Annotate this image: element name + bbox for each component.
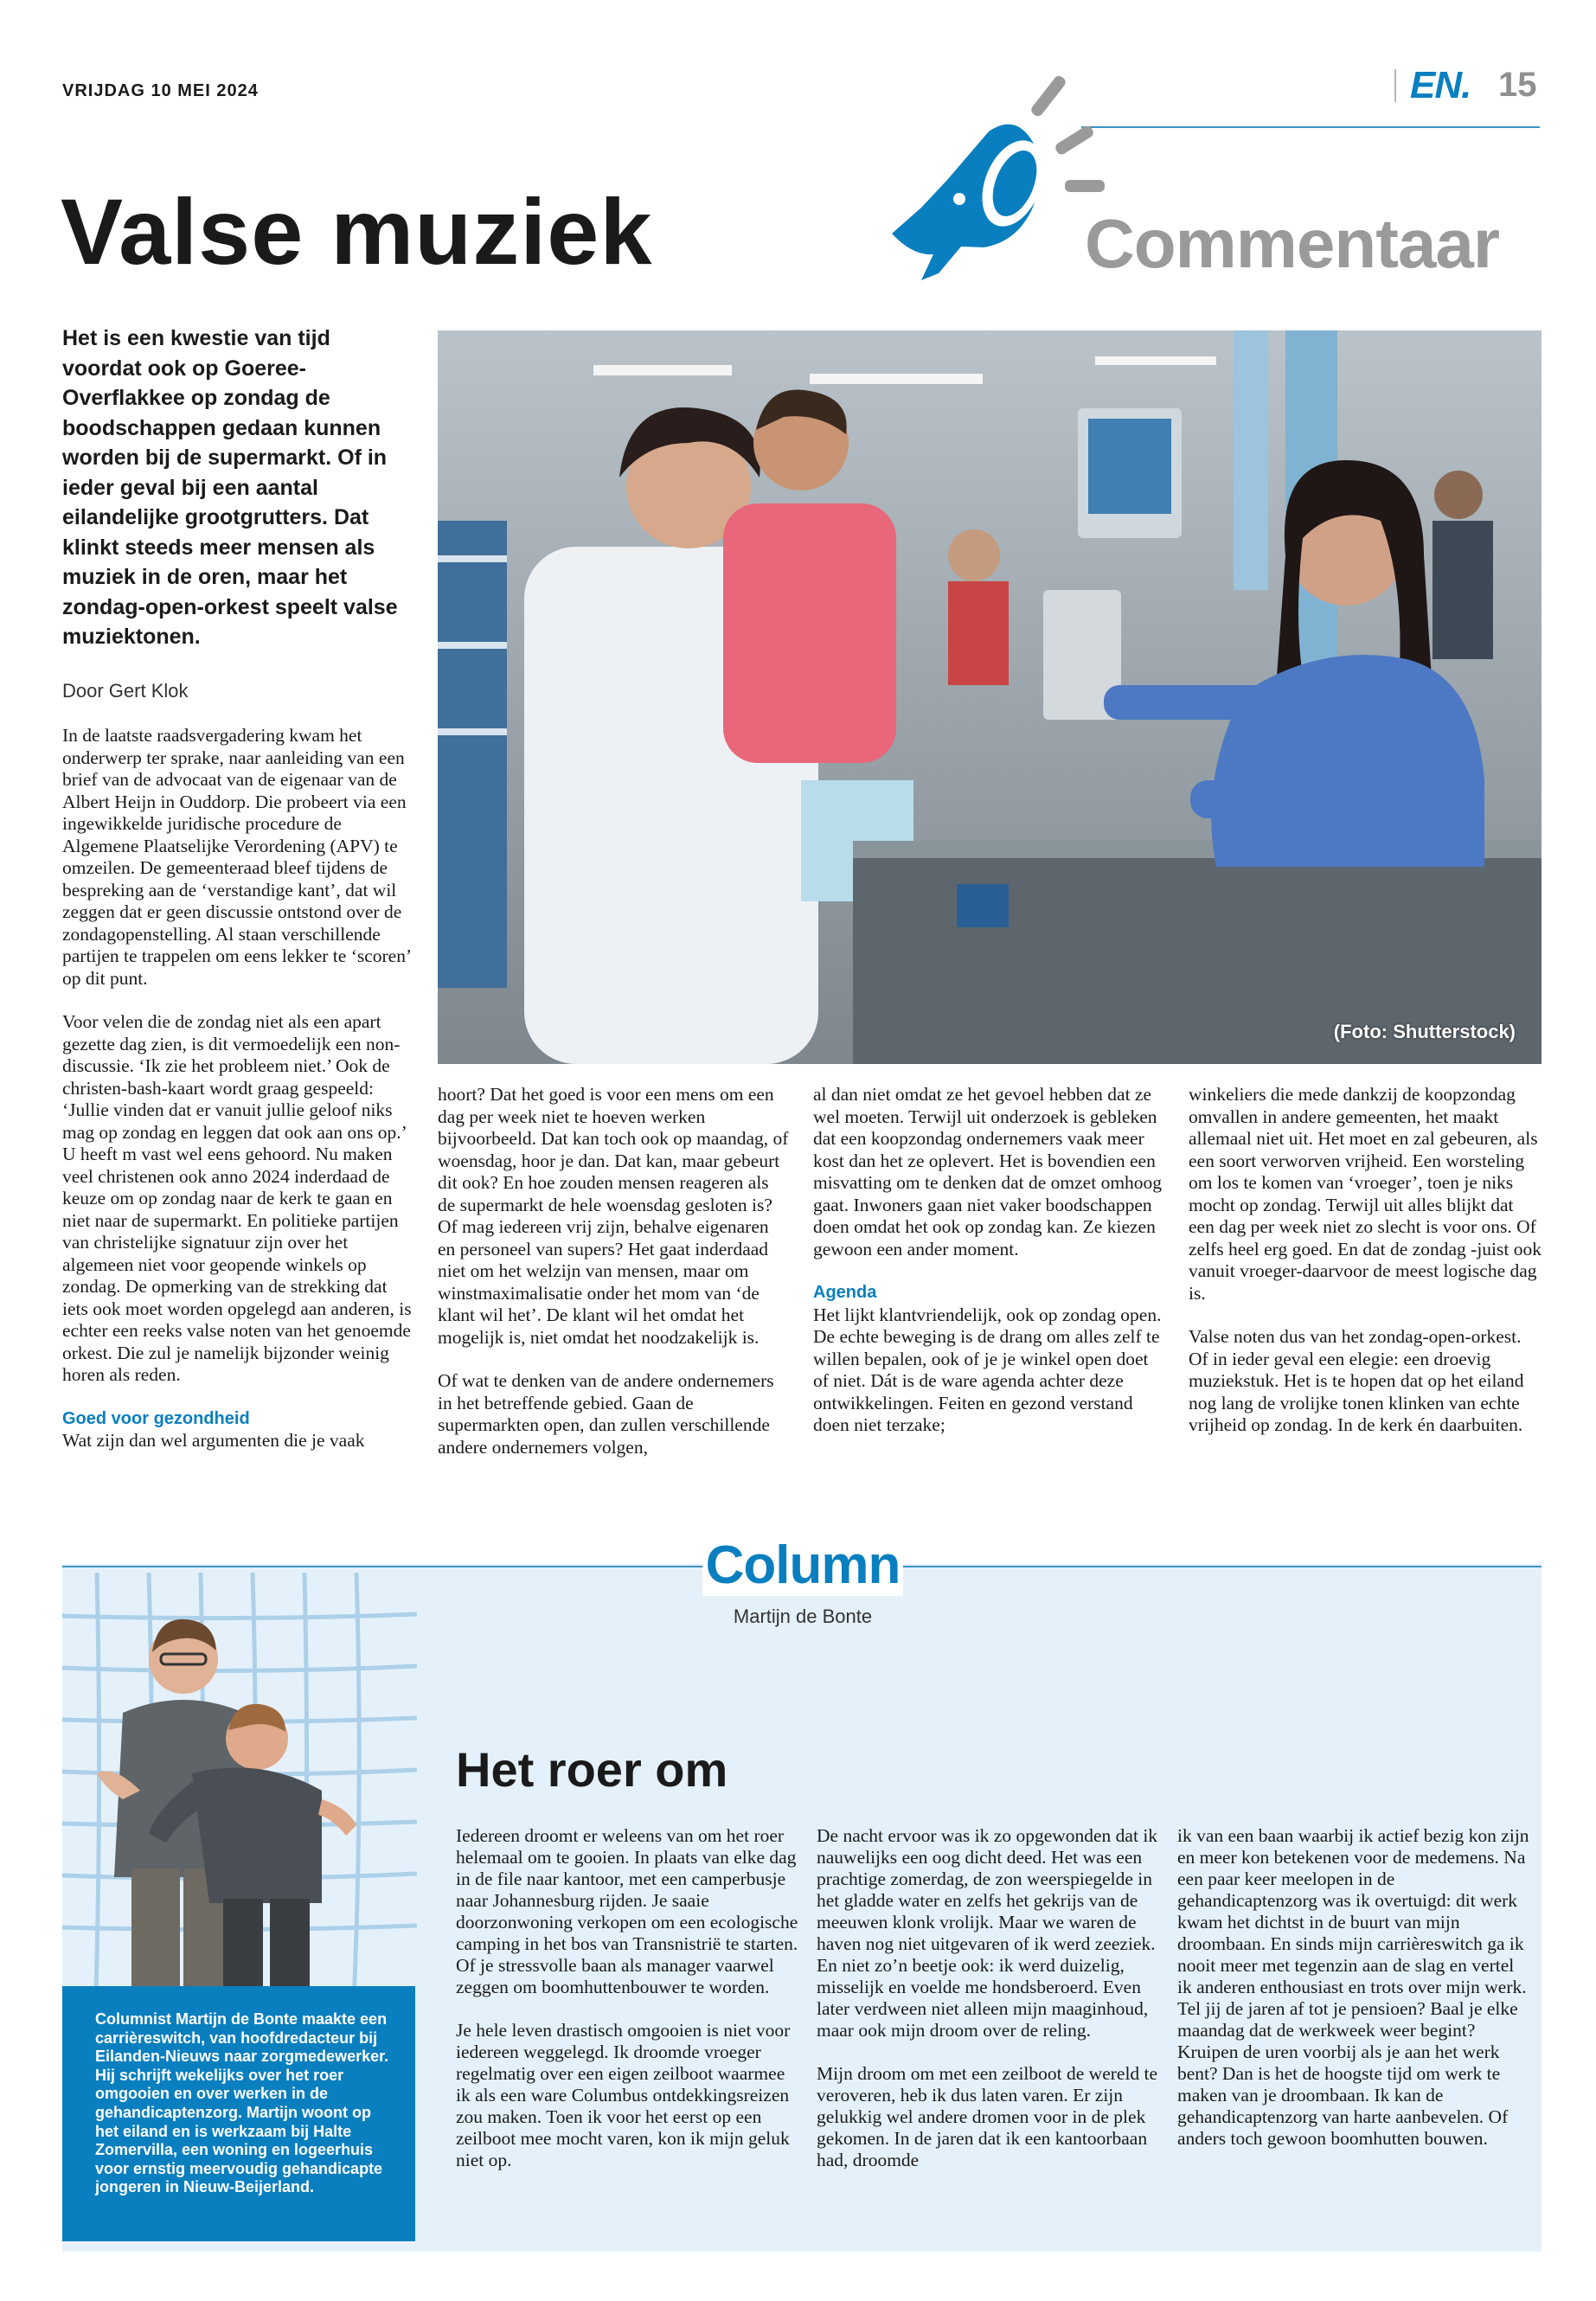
brand-divider [1394,69,1396,102]
supermarket-checkout-photo [438,330,1542,1064]
article-paragraph: Voor velen die de zondag niet als een apart gezette dag zien, is dit vermoedelijk een non-discussie. ‘Ik zie het probleem niet.’ Ook de christen-bash-kaart wordt graag gespeeld: ‘Jullie vinden dat er vanuit jullie geloof niks mag op zondag en leggen dat ook aan ons op.’ U heeft m vast wel eens gehoord. Nu maken veel christenen ook anno 2024 inderdaad de keuze om op zondag naar de kerk te gaan en niet naar de supermarkt. En politieke partijen van christelijke signatuur zijn over het algemeen niet voor geopende winkels op zondag. De opmerking van de strekking dat iets ook moet worden opgelegd aan anderen, is echter een reeks valse noten van het genoemde orkest. Die zul je namelijk bijzonder weinig horen als reden. [62,1011,412,1385]
column-paragraph: Mijn droom om met een zeilboot de wereld te veroveren, heb ik dus laten varen. Er zijn gelukkig wel andere dromen voor in de plek gekomen. In de jaren dat ik een kantoorbaan had, droomde [817,2063,1158,2170]
column-rule-left [62,1566,702,1567]
column-headline: Het roer om [456,1742,728,1797]
article-subheading: Goed voor gezondheid [62,1408,250,1428]
column-label: Column [702,1535,903,1596]
column-paragraph: ik van een baan waarbij ik actief bezig kon zijn en meer kon betekenen voor de medemens. Na een paar keer meelopen in de gehandicaptenzorg was ik overtuigd: dit werk kwam het dichtst in de buurt van mijn droombaan. En sinds mijn carrièreswitch ga ik nooit meer met tegenzin aan de slag en vertel ik anderen enthousiast en trots over mijn werk. Tel jij de jaren af tot je pensioen? Baal je elke maandag dat de werkweek weer begint? Kruipen de uren voorbij als je aan het werk bent? Dan is het de hoogste tijd om werk te maken van je droombaan. Ik kan de gehandicaptenzorg van harte aanbevelen. Of anders toch gewoon boomhutten bouwen. [1177,1825,1529,2149]
photo-credit: (Foto: Shutterstock) [1333,1021,1516,1042]
column-text-3 [1177,1825,1532,2171]
column-paragraph: Je hele leven drastisch omgooien is niet voor iedereen weggelegd. Ik droomde vroeger regelmatig over een eigen zeilboot waarmee ik als een ware Columbus ontdekkingsreizen zou maken. Toen ik voor het eerst op een zeilboot mee mocht varen, kon ik mijn geluk niet op. [456,2020,791,2170]
article-column-4 [1189,1084,1542,1458]
article-paragraph: Het lijkt klantvriendelijk, ook op zondag open. De echte beweging is de drang om alles zelf te willen bepalen, ook of je je winkel open doet of niet. Dát is de ware agenda achter deze ontwikkelingen. Feiten en gezond verstand doen niet terzake; [813,1304,1162,1435]
article-paragraph: al dan niet omdat ze het gevoel hebben dat ze wel moeten. Terwijl uit onderzoek is gebleken dat een koopzondag ondernemers vaak meer kost dan het ze oplevert. Het is bovendien een misvatting om te denken dat de omzet omhoog gaat. Inwoners gaan niet vaker boodschappen doen omdat het ook op zondag kan. Ze kiezen gewoon een ander moment. [813,1084,1163,1259]
article-paragraph: hoort? Dat het goed is voor een mens om een dag per week niet te hoeven werken bijvoorbeeld. Dat kan toch ook op maandag, of woensdag, hoor je dan. Dat kan, maar gebeurt dit ook? En hoe zouden mensen reageren als de supermarkt de hele woensdag gesloten is? Of mag iedereen vrij zijn, behalve eigenaren en personeel van supers? Het gaat inderdaad niet om het welzijn van mensen, maar om winstmaximalisatie onder het mom van ‘de klant wil het’. De klant wil het omdat het mogelijk is, niet omdat het noodzakelijk is. [438,1084,789,1348]
article-column-3 [813,1084,1166,1437]
article-column-2 [438,1084,791,1480]
header-rule [1081,126,1540,128]
column-rule-right [903,1566,1542,1567]
article-paragraph: winkeliers die mede dankzij de koopzondag omvallen in andere gemeenten, het maakt allemaal niet uit. Het moet en zal gebeuren, als een soort verworven vrijheid. Een worsteling om los te komen van ‘vroeger’, toen je niks mocht op zondag. Terwijl uit alles blijkt dat een dag per week niet zo slecht is voor ons. Of zelfs heel erg goed. En dat de zondag -juist ook vanuit vroeger-daarvoor de meest logische dag is. [1189,1084,1542,1304]
article-photo [438,330,1542,1064]
article-paragraph: In de laatste raadsvergadering kwam het onderwerp ter sprake, naar aanleiding van een brief van de advocaat van de eigenaar van de Albert Heijn in Ouddorp. Die probeert via een ingewikkelde juridische procedure de Algemene Plaatselijke Verordening (APV) te omzeilen. De gemeenteraad bleef tijdens de bespreking aan de ‘verstandige kant’, dat wil zeggen dat er geen discussie ontstond over de zondagopenstelling. Al staan verschillende partijen te trappelen om eens lekker te ‘scoren’ op dit punt. [62,725,411,989]
article-intro: Het is een kwestie van tijd voordat ook op Goeree-Overflakkee op zondag de boodschappen gedaan kunnen worden bij de supermarkt. Of in ieder geval bij een aantal eilandelijke grootgrutters. Dat klinkt steeds meer mensen als muziek in de oren, maar het zondag-open-orkest speelt valse muziektonen. [62,326,398,649]
article-paragraph: Wat zijn dan wel argumenten die je vaak [62,1430,365,1451]
column-paragraph: Iedereen droomt er weleens van om het roer helemaal om te gooien. In plaats van elke dag in de file naar kantoor, met een camperbusje naar Johannesburg rijden. Je saaie doorzonwoning verkopen om een ecologische camping in het bos van Transnistrië te starten. Of je stressvolle baan als manager vaarwel zeggen om boomhuttenbouwer te worden. [456,1825,798,1997]
article-byline: Door Gert Klok [62,680,189,702]
column-text-2 [817,1825,1163,2193]
article-paragraph: Of wat te denken van de andere ondernemers in het betreffende gebied. Gaan de supermarkten open, dan zullen verschillende andere ondernemers volgen, [438,1370,774,1458]
column-text-1 [456,1825,802,2193]
columnist-photo [62,1592,417,1990]
section-title: Commentaar [1085,205,1500,282]
page-number: 15 [1498,66,1537,104]
article-subheading: Agenda [813,1283,877,1302]
article-headline: Valse muziek [61,179,653,284]
article-column-1 [62,725,415,1452]
brand-logo: EN. [1410,64,1471,106]
columnist-caption-box [62,1986,415,2241]
article-paragraph: Valse noten dus van het zondag-open-orkest. Of in ieder geval een elegie: een droevig muziekstuk. Het is te hopen dat op het eiland nog lang de vrolijke tonen klinken van echte vrijheid op zondag. In de kerk én daarbuiten. [1189,1326,1524,1435]
publication-date: VRIJDAG 10 MEI 2024 [62,81,259,100]
column-author: Martijn de Bonte [733,1606,873,1627]
columnist-caption: Columnist Martijn de Bonte maakte een carrièreswitch, van hoofdredacteur bij Eilanden-Nieuws naar zorgmedewerker. Hij schrijft wekelijks over het roer omgooien en over werken in de gehandicaptenzorg. Martijn woont op het eiland en is werkzaam bij Halte Zomervilla, een woning en logeerhuis voor ernstig meervoudig gehandicapte jongeren in Nieuw-Beijerland. [95,2010,389,2196]
column-paragraph: De nacht ervoor was ik zo opgewonden dat ik nauwelijks een oog dicht deed. Het was een prachtige zomerdag, de zon weerspiegelde in het gladde water en zelfs het gekrijs van de meeuwen klonk vrolijk. Maar we waren de haven nog niet uitgevaren of ik werd zeeziek. En niet zo’n beetje ook: ik werd duizelig, misselijk en voelde me hondsberoerd. Even later verdween niet alleen mijn maaginhoud, maar ook mijn droom over de reling. [817,1825,1158,2041]
